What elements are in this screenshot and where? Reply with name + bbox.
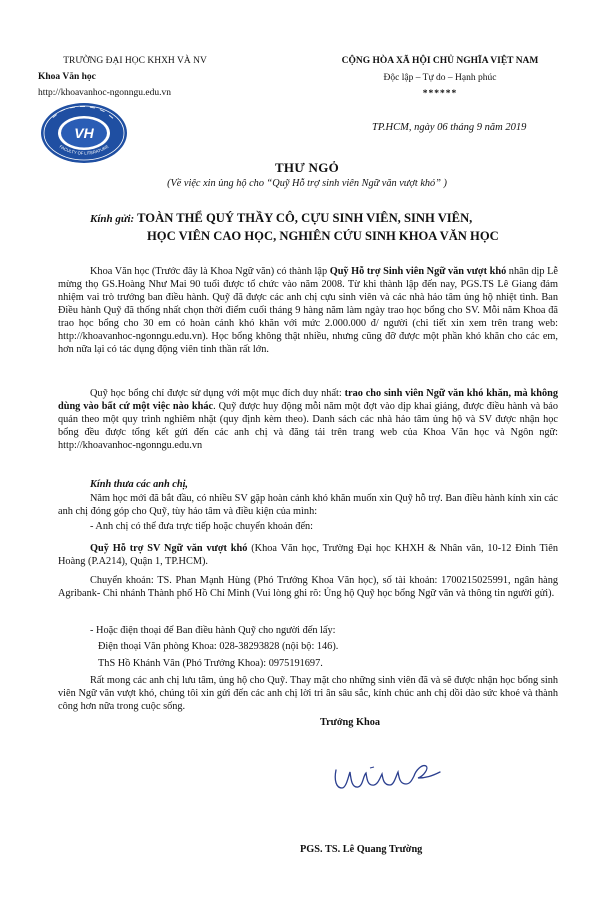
bullet-phone: - Hoặc điện thoại để Ban điều hành Quỹ cho người đến lấy: xyxy=(90,625,336,636)
closing-paragraph: Rất mong các anh chị lưu tâm, ủng hộ cho Quỹ. Thay mặt cho những sinh viên đã và sẽ được nhận học bổng sinh viên Ngữ văn vượt khó, chúng tôi xin gửi đến các anh chị lời tri ân sâu sắc, kính chúc anh chị dồi dào sức khoẻ và thành công hơn nữa trong cuộc sống. xyxy=(58,675,558,712)
fund-address xyxy=(58,542,558,568)
page-subtitle: (Về việc xin ủng hộ cho “Quỹ Hỗ trợ sinh viên Ngữ văn vượt khó” ) xyxy=(167,178,447,189)
paragraph-intro xyxy=(58,265,558,356)
handwritten-signature xyxy=(330,758,470,798)
paragraph-request: Năm học mới đã bắt đầu, có nhiều SV gặp hoàn cảnh khó khăn muốn xin Quỹ hỗ trợ. Ban điều hành kính xin các anh chị đóng góp cho Quỹ, tùy hảo tâm và điều kiện của mình: xyxy=(58,493,558,517)
bank-transfer: Chuyển khoản: TS. Phan Mạnh Hùng (Phó Trưởng Khoa Văn học), số tài khoản: 1700215025991, ngân hàng Agribank- Chi nhánh Thành phố Hồ Chí Minh (Vui lòng ghi rõ: Ủng hộ Quỹ học bổng Ngữ văn và thông tin người gửi). xyxy=(58,575,558,599)
date-line: TP.HCM, ngày 06 tháng 9 năm 2019 xyxy=(372,122,527,133)
faculty-website[interactable]: http://khoavanhoc-ngonngu.edu.vn xyxy=(38,88,171,98)
fund-name-bold: Quỹ Hỗ trợ Sinh viên Ngữ văn vượt khó xyxy=(329,266,507,277)
page-title: THƯ NGỎ xyxy=(274,160,340,175)
logo-initials: VH xyxy=(74,125,94,141)
bullet-direct: - Anh chị có thể đưa trực tiếp hoặc chuyển khoản đến: xyxy=(90,521,314,532)
phone-office: Điện thoại Văn phòng Khoa: 028-38293828 (nội bộ: 146). xyxy=(98,641,339,652)
faculty-logo xyxy=(40,102,128,164)
greeting: Kính thưa các anh chị, xyxy=(90,479,189,490)
recipient-line-1: TOÀN THỂ QUÝ THẦY CÔ, CỰU SINH VIÊN, SINH VIÊN, xyxy=(137,211,473,225)
recipient-block xyxy=(90,210,590,228)
signer-name: PGS. TS. Lê Quang Trường xyxy=(300,844,423,855)
purpose-bold: trao cho sinh viên Ngữ văn khó khăn, mà không dùng vào bất cứ một việc nào khác xyxy=(58,388,558,412)
recipient-line-2: HỌC VIÊN CAO HỌC, NGHIÊN CỨU SINH KHOA VĂN HỌC xyxy=(147,229,499,243)
para2-text-c: . Quỹ được huy động mỗi năm một đợt vào dịp khai giảng, được điều hành và bảo quản theo một quy trình nghiêm nhặt (quy định kèm theo). Danh sách các nhà hảo tâm ủng hộ và SV được nhận học bổng đều được tổng kết gửi đến các anh chị và đăng tải trên trang web của Khoa Văn học và Ngôn ngữ: http://khoavanhoc-ngonngu.edu.vn xyxy=(58,401,558,451)
national-motto: Độc lập – Tự do – Hạnh phúc xyxy=(383,73,497,83)
phone-deputy: ThS Hồ Khánh Vân (Phó Trưởng Khoa): 0975191697. xyxy=(98,658,323,669)
para2-text-a: Quỹ học bổng chỉ được sử dụng với một mục đích duy nhất: xyxy=(90,388,345,399)
paragraph-purpose xyxy=(58,387,558,452)
fund-address-name: Quỹ Hỗ trợ SV Ngữ văn vượt khó xyxy=(90,543,248,554)
motto-stars: ****** xyxy=(422,89,458,99)
fund-address-rest: (Khoa Văn học, Trường Đại học KHXH & Nhân văn, 10-12 Đinh Tiên Hoàng (P.A214), Quận 1, TP.HCM). xyxy=(58,543,558,567)
signer-title: Trưởng Khoa xyxy=(320,717,381,728)
country-name: CỘNG HÒA XÃ HỘI CHỦ NGHĨA VIỆT NAM xyxy=(341,56,539,66)
logo-ring-text: FACULTY OF LITERATURE xyxy=(58,143,110,156)
para1-text-c: nhân dịp Lễ mừng thọ GS.Hoàng Như Mai 90 tuổi được tổ chức vào năm 2008. Từ khi thành lập đến nay, PGS.TS Lê Giang đảm nhiệm vai trò trưởng ban điều hành. Quỹ đã được các anh chị cựu sinh viên và các nhà hảo tâm ủng hộ nhiệt tình. Ban Điều hành Quỹ đã thống nhất chọn thời điểm cuối tháng 9 hàng năm làm ngày trao học bổng cho SV. Mỗi năm Khoa đã trao học bổng cho 30 em có hoàn cảnh khó khăn với mức 2.000.000 đ/ người (chi tiết xin xem trên trang web: http://khoavanhoc-ngonngu.edu.vn). Học bổng không thật nhiều, nhưng cũng đỡ được một phần khó khăn cho các em, hơn nữa lại có tác dụng động viên tinh thần rất lớn. xyxy=(58,266,558,355)
university-name: TRƯỜNG ĐẠI HỌC KHXH VÀ NV xyxy=(63,56,207,66)
para1-text-a: Khoa Văn học (Trước đây là Khoa Ngữ văn) có thành lập xyxy=(90,266,330,277)
header-left xyxy=(30,55,240,68)
header-right xyxy=(305,55,575,68)
recipient-prefix: Kính gửi: xyxy=(90,213,135,225)
faculty-name: Khoa Văn học xyxy=(38,72,96,82)
